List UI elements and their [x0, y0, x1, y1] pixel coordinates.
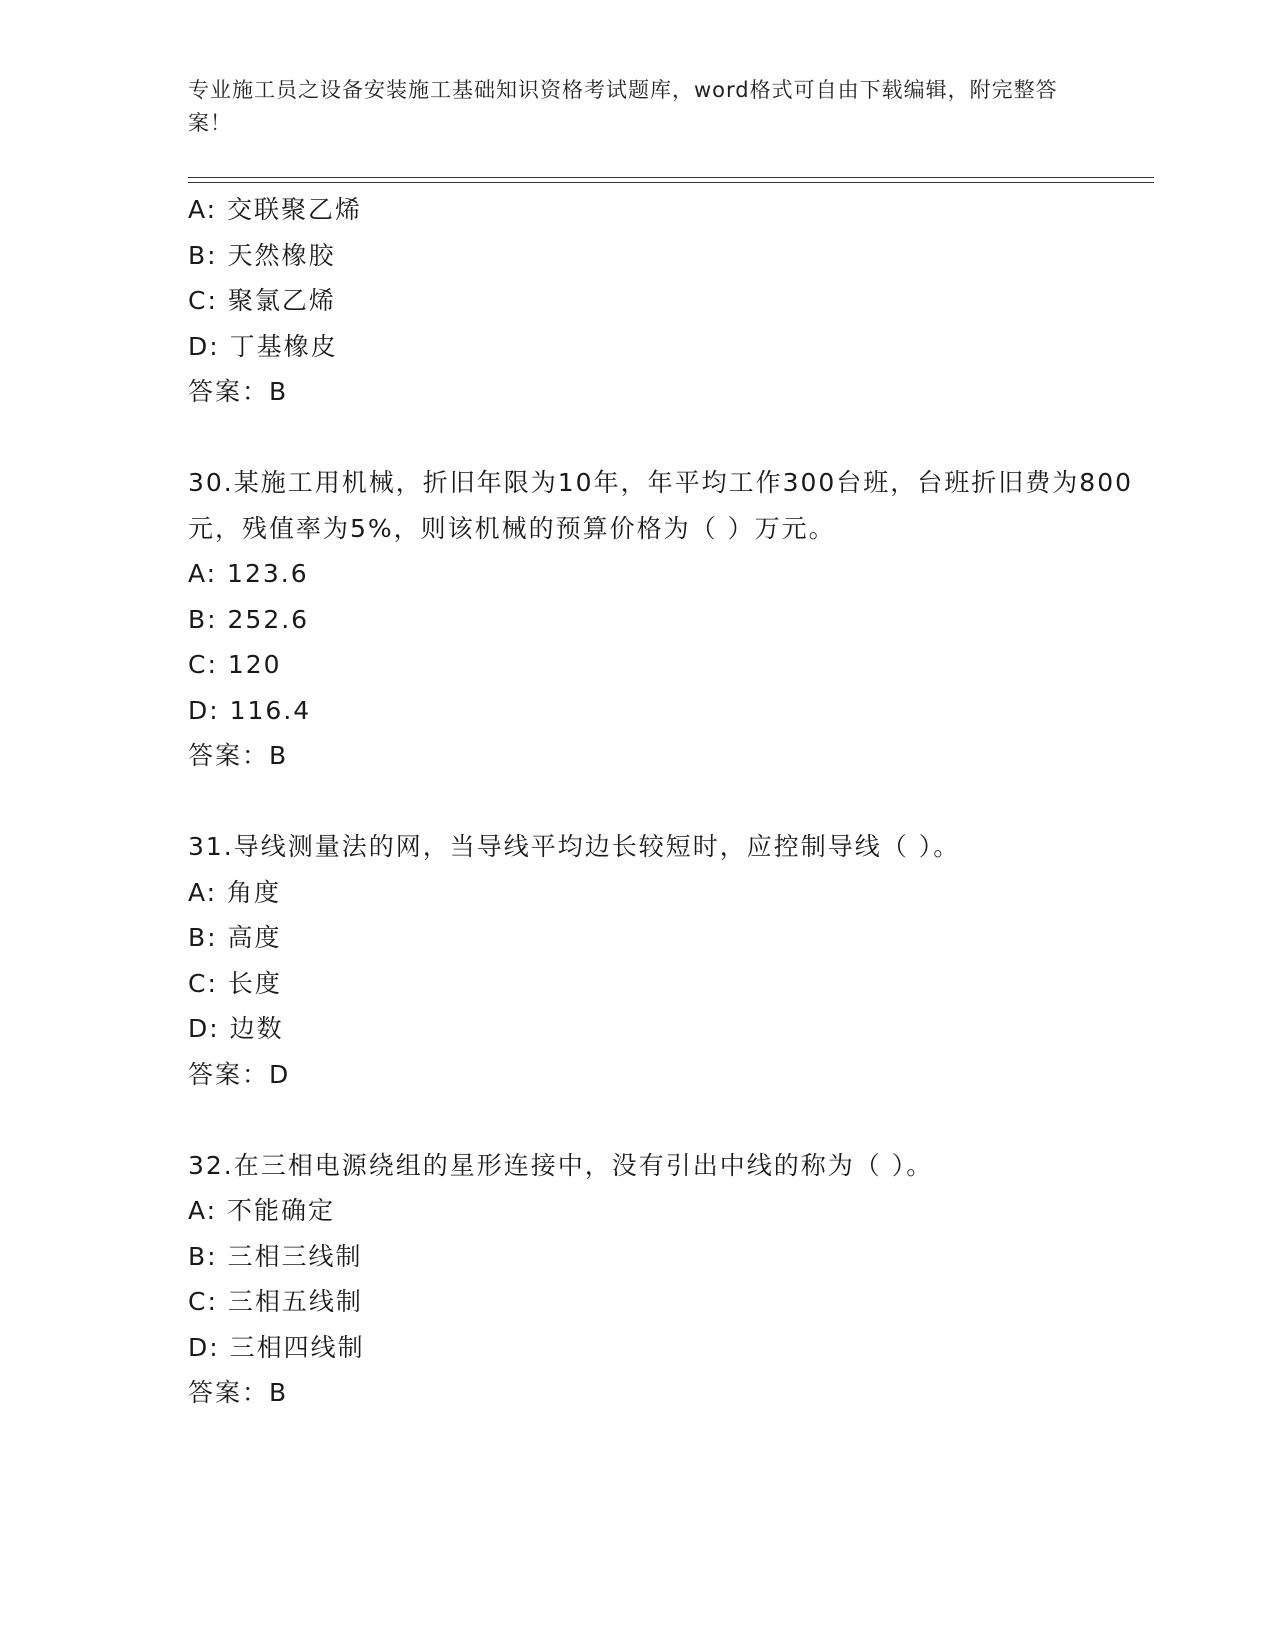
- question-stem: 32.在三相电源绕组的星形连接中，没有引出中线的称为（ ）。: [188, 1150, 934, 1180]
- header-rule-bottom: [188, 182, 1154, 183]
- option-d: D: 三相四线制: [188, 1332, 365, 1362]
- option-c: C: 120: [188, 650, 282, 679]
- answer-line: 答案：B: [188, 377, 289, 406]
- answer-line: 答案：B: [188, 1378, 289, 1407]
- question-stem: 30.某施工用机械，折旧年限为10年，年平均工作300台班，台班折旧费为800元，残值率为5%，则该机械的预算价格为（ ）万元。: [188, 468, 1134, 543]
- option-d: D: 边数: [188, 1014, 284, 1043]
- option-a: A: 交联聚乙烯: [188, 195, 363, 224]
- option-b: B: 高度: [188, 923, 282, 952]
- question-list: [188, 187, 1138, 1416]
- question-block: [188, 1143, 1138, 1416]
- question-block: [188, 460, 1138, 779]
- question-block: [188, 824, 1138, 1097]
- block-spacer: [188, 1097, 1138, 1143]
- option-c: C: 长度: [188, 968, 282, 998]
- block-spacer: [188, 415, 1138, 461]
- question-block: [188, 187, 1138, 415]
- option-b: B: 三相三线制: [188, 1241, 363, 1271]
- option-d: D: 116.4: [188, 695, 312, 725]
- block-spacer: [188, 779, 1138, 825]
- option-b: B: 天然橡胶: [188, 240, 336, 270]
- option-a: A: 123.6: [188, 559, 309, 588]
- option-a: A: 角度: [188, 877, 282, 907]
- document-header: 专业施工员之设备安装施工基础知识资格考试题库，word格式可自由下载编辑，附完整答案！: [188, 78, 1058, 135]
- answer-line: 答案：B: [188, 741, 289, 770]
- option-c: C: 聚氯乙烯: [188, 286, 336, 315]
- question-stem: 31.导线测量法的网，当导线平均边长较短时，应控制导线（ ）。: [188, 832, 961, 861]
- header-rule-top: [188, 177, 1154, 178]
- option-d: D: 丁基橡皮: [188, 331, 338, 361]
- option-b: B: 252.6: [188, 604, 310, 634]
- option-a: A: 不能确定: [188, 1196, 336, 1225]
- answer-line: 答案：D: [188, 1059, 291, 1089]
- option-c: C: 三相五线制: [188, 1287, 363, 1316]
